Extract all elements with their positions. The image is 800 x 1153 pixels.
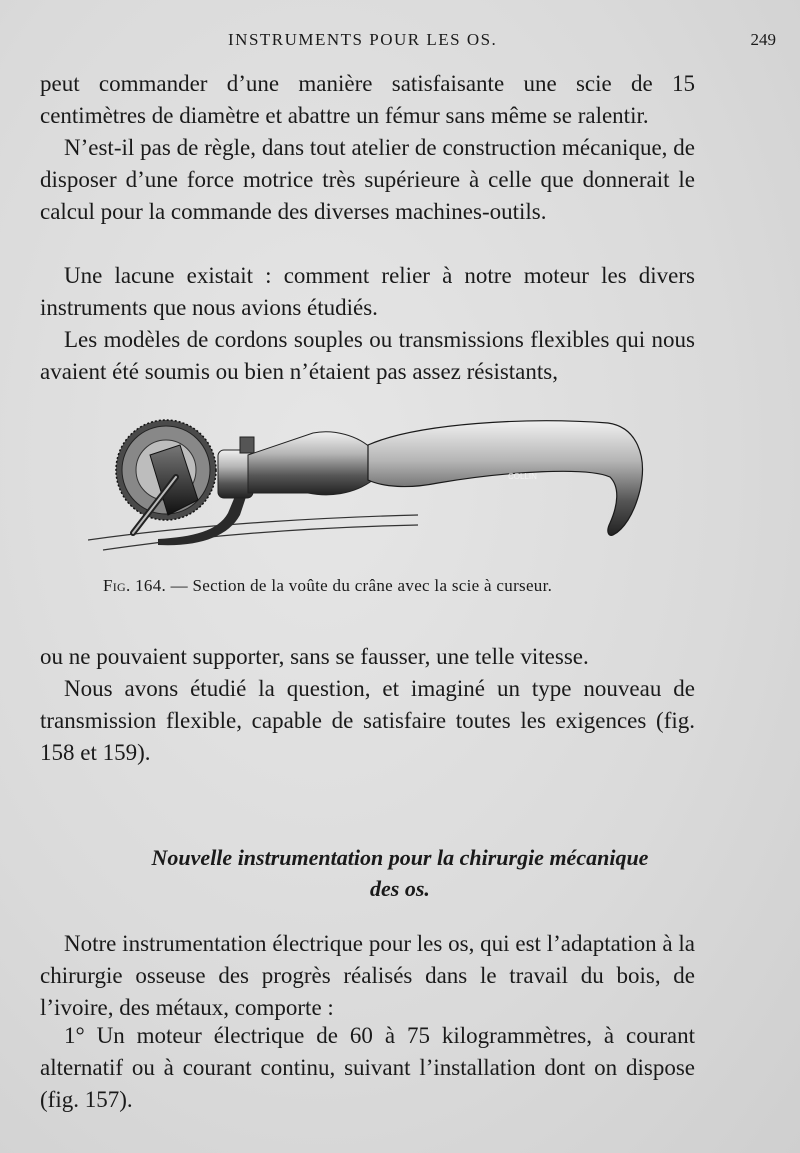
section-heading-line-1: Nouvelle instrumentation pour la chirurgie mécanique	[151, 845, 649, 870]
paragraph-8: 1° Un moteur électrique de 60 à 75 kilogrammètres, à courant alternatif ou à courant continu, suivant l’installation dont on dispose (fig. 157).	[40, 1023, 695, 1112]
section-heading-line-2: des os.	[370, 876, 430, 901]
paragraph-7: Notre instrumentation électrique pour les os, qui est l’adaptation à la chirurgie osseuse des progrès réalisés dans le travail du bois, de l’ivoire, des métaux, comporte :	[40, 931, 695, 1020]
paragraph-2: N’est-il pas de règle, dans tout atelier de construction mécanique, de disposer d’une force motrice très supérieure à celle que donnerait le calcul pour la commande des diverses machines-outils.	[40, 135, 695, 224]
paragraph-6: Nous avons étudié la question, et imaginé un type nouveau de transmission flexible, capable de satisfaire toutes les exigences (fig. 158 et 159).	[40, 676, 695, 765]
paragraph-4: Les modèles de cordons souples ou transmissions flexibles qui nous avaient été soumis ou bien n’étaient pas assez résistants,	[40, 327, 695, 384]
figure-caption	[103, 576, 663, 596]
handle-maker-mark: COLLIN	[508, 472, 537, 481]
figure-label: Fig. 164.	[103, 576, 167, 595]
section-heading	[40, 842, 760, 904]
paragraph-3: Une lacune existait : comment relier à notre moteur les divers instruments que nous avions étudiés.	[40, 263, 695, 320]
paragraph-5: ou ne pouvaient supporter, sans se fausser, une telle vitesse.	[40, 644, 589, 669]
skull-saw-illustration	[88, 405, 668, 565]
running-title: INSTRUMENTS POUR LES OS.	[228, 30, 498, 49]
page-number: 249	[750, 30, 776, 49]
figure-caption-text: — Section de la voûte du crâne avec la scie à curseur.	[166, 576, 553, 595]
running-head	[0, 30, 800, 58]
paragraph-1: peut commander d’une manière satisfaisante une scie de 15 centimètres de diamètre et abattre un fémur sans même se ralentir.	[40, 71, 695, 128]
